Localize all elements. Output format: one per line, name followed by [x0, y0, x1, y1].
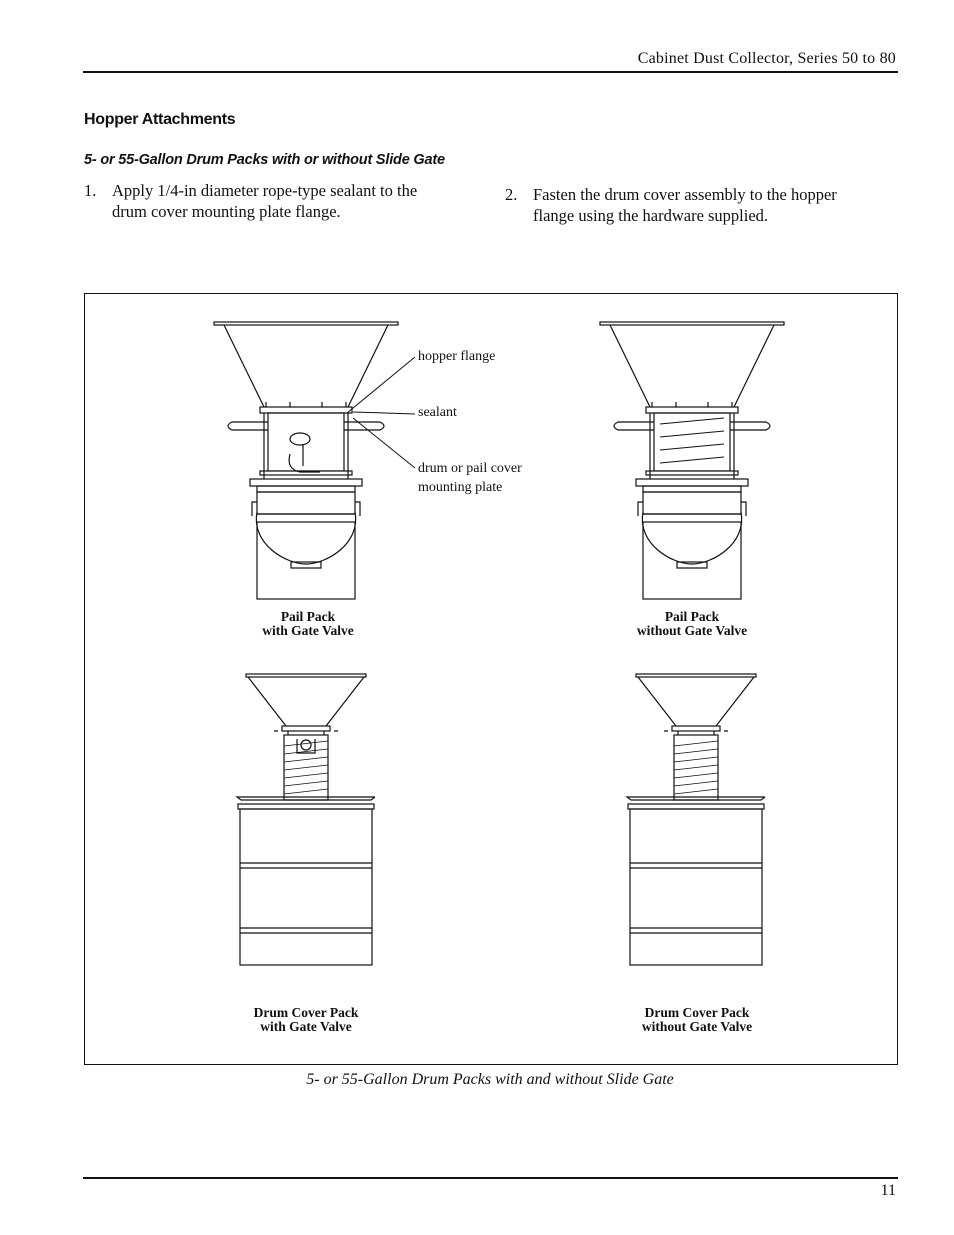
header-rule	[83, 71, 898, 73]
panel-label-line-1: Pail Pack	[664, 609, 720, 624]
callout-sealant: sealant	[418, 405, 457, 420]
footer-rule	[83, 1177, 898, 1179]
drum-cover-pack-with-gate-valve	[237, 674, 375, 965]
step-2-text	[533, 184, 895, 226]
drum-cover-pack-without-gate-valve	[627, 674, 765, 965]
callout-leaders	[347, 357, 415, 468]
pail-pack-with-gate-valve	[214, 322, 398, 599]
section-title: Hopper Attachments	[84, 111, 236, 128]
figure-caption: 5- or 55-Gallon Drum Packs with and without Slide Gate	[306, 1071, 674, 1088]
panel-label-line-1: Pail Pack	[280, 609, 336, 624]
page-number: 11	[880, 1182, 896, 1199]
figure-frame	[84, 293, 898, 1065]
pail-pack-without-gate-valve	[600, 322, 784, 599]
panel-label-pail-without-gate	[602, 610, 782, 638]
callout-hopper-flange: hopper flange	[418, 349, 496, 364]
figure-illustration	[85, 294, 897, 1064]
panel-label-pail-with-gate	[226, 610, 390, 638]
panel-label-line-1: Drum Cover Pack	[253, 1005, 359, 1020]
panel-label-line-2: without Gate Valve	[636, 623, 748, 638]
panel-label-line-2: with Gate Valve	[262, 623, 354, 638]
step-1-number: 1.	[84, 181, 97, 200]
step-2	[505, 184, 895, 226]
panel-label-drum-without-gate	[606, 1006, 788, 1034]
callout-mounting-plate-line-1: drum or pail cover	[418, 461, 522, 476]
subsection-title: 5- or 55-Gallon Drum Packs with or without Slide Gate	[84, 152, 445, 168]
panel-label-line-1: Drum Cover Pack	[644, 1005, 750, 1020]
step-1-line-2: drum cover mounting plate flange.	[112, 202, 341, 221]
callout-mounting-plate-line-2: mounting plate	[418, 480, 503, 495]
step-2-number: 2.	[505, 185, 518, 204]
panel-label-line-2: with Gate Valve	[260, 1019, 352, 1034]
panel-label-drum-with-gate	[216, 1006, 396, 1034]
callout-mounting-plate	[418, 459, 522, 497]
step-1	[84, 180, 474, 222]
step-1-text	[112, 180, 474, 222]
running-header: Cabinet Dust Collector, Series 50 to 80	[637, 50, 896, 67]
step-2-line-2: flange using the hardware supplied.	[533, 206, 769, 225]
panel-label-line-2: without Gate Valve	[641, 1019, 753, 1034]
step-2-line-1: Fasten the drum cover assembly to the hopper	[533, 185, 837, 204]
step-1-line-1: Apply 1/4-in diameter rope-type sealant to the	[112, 181, 418, 200]
